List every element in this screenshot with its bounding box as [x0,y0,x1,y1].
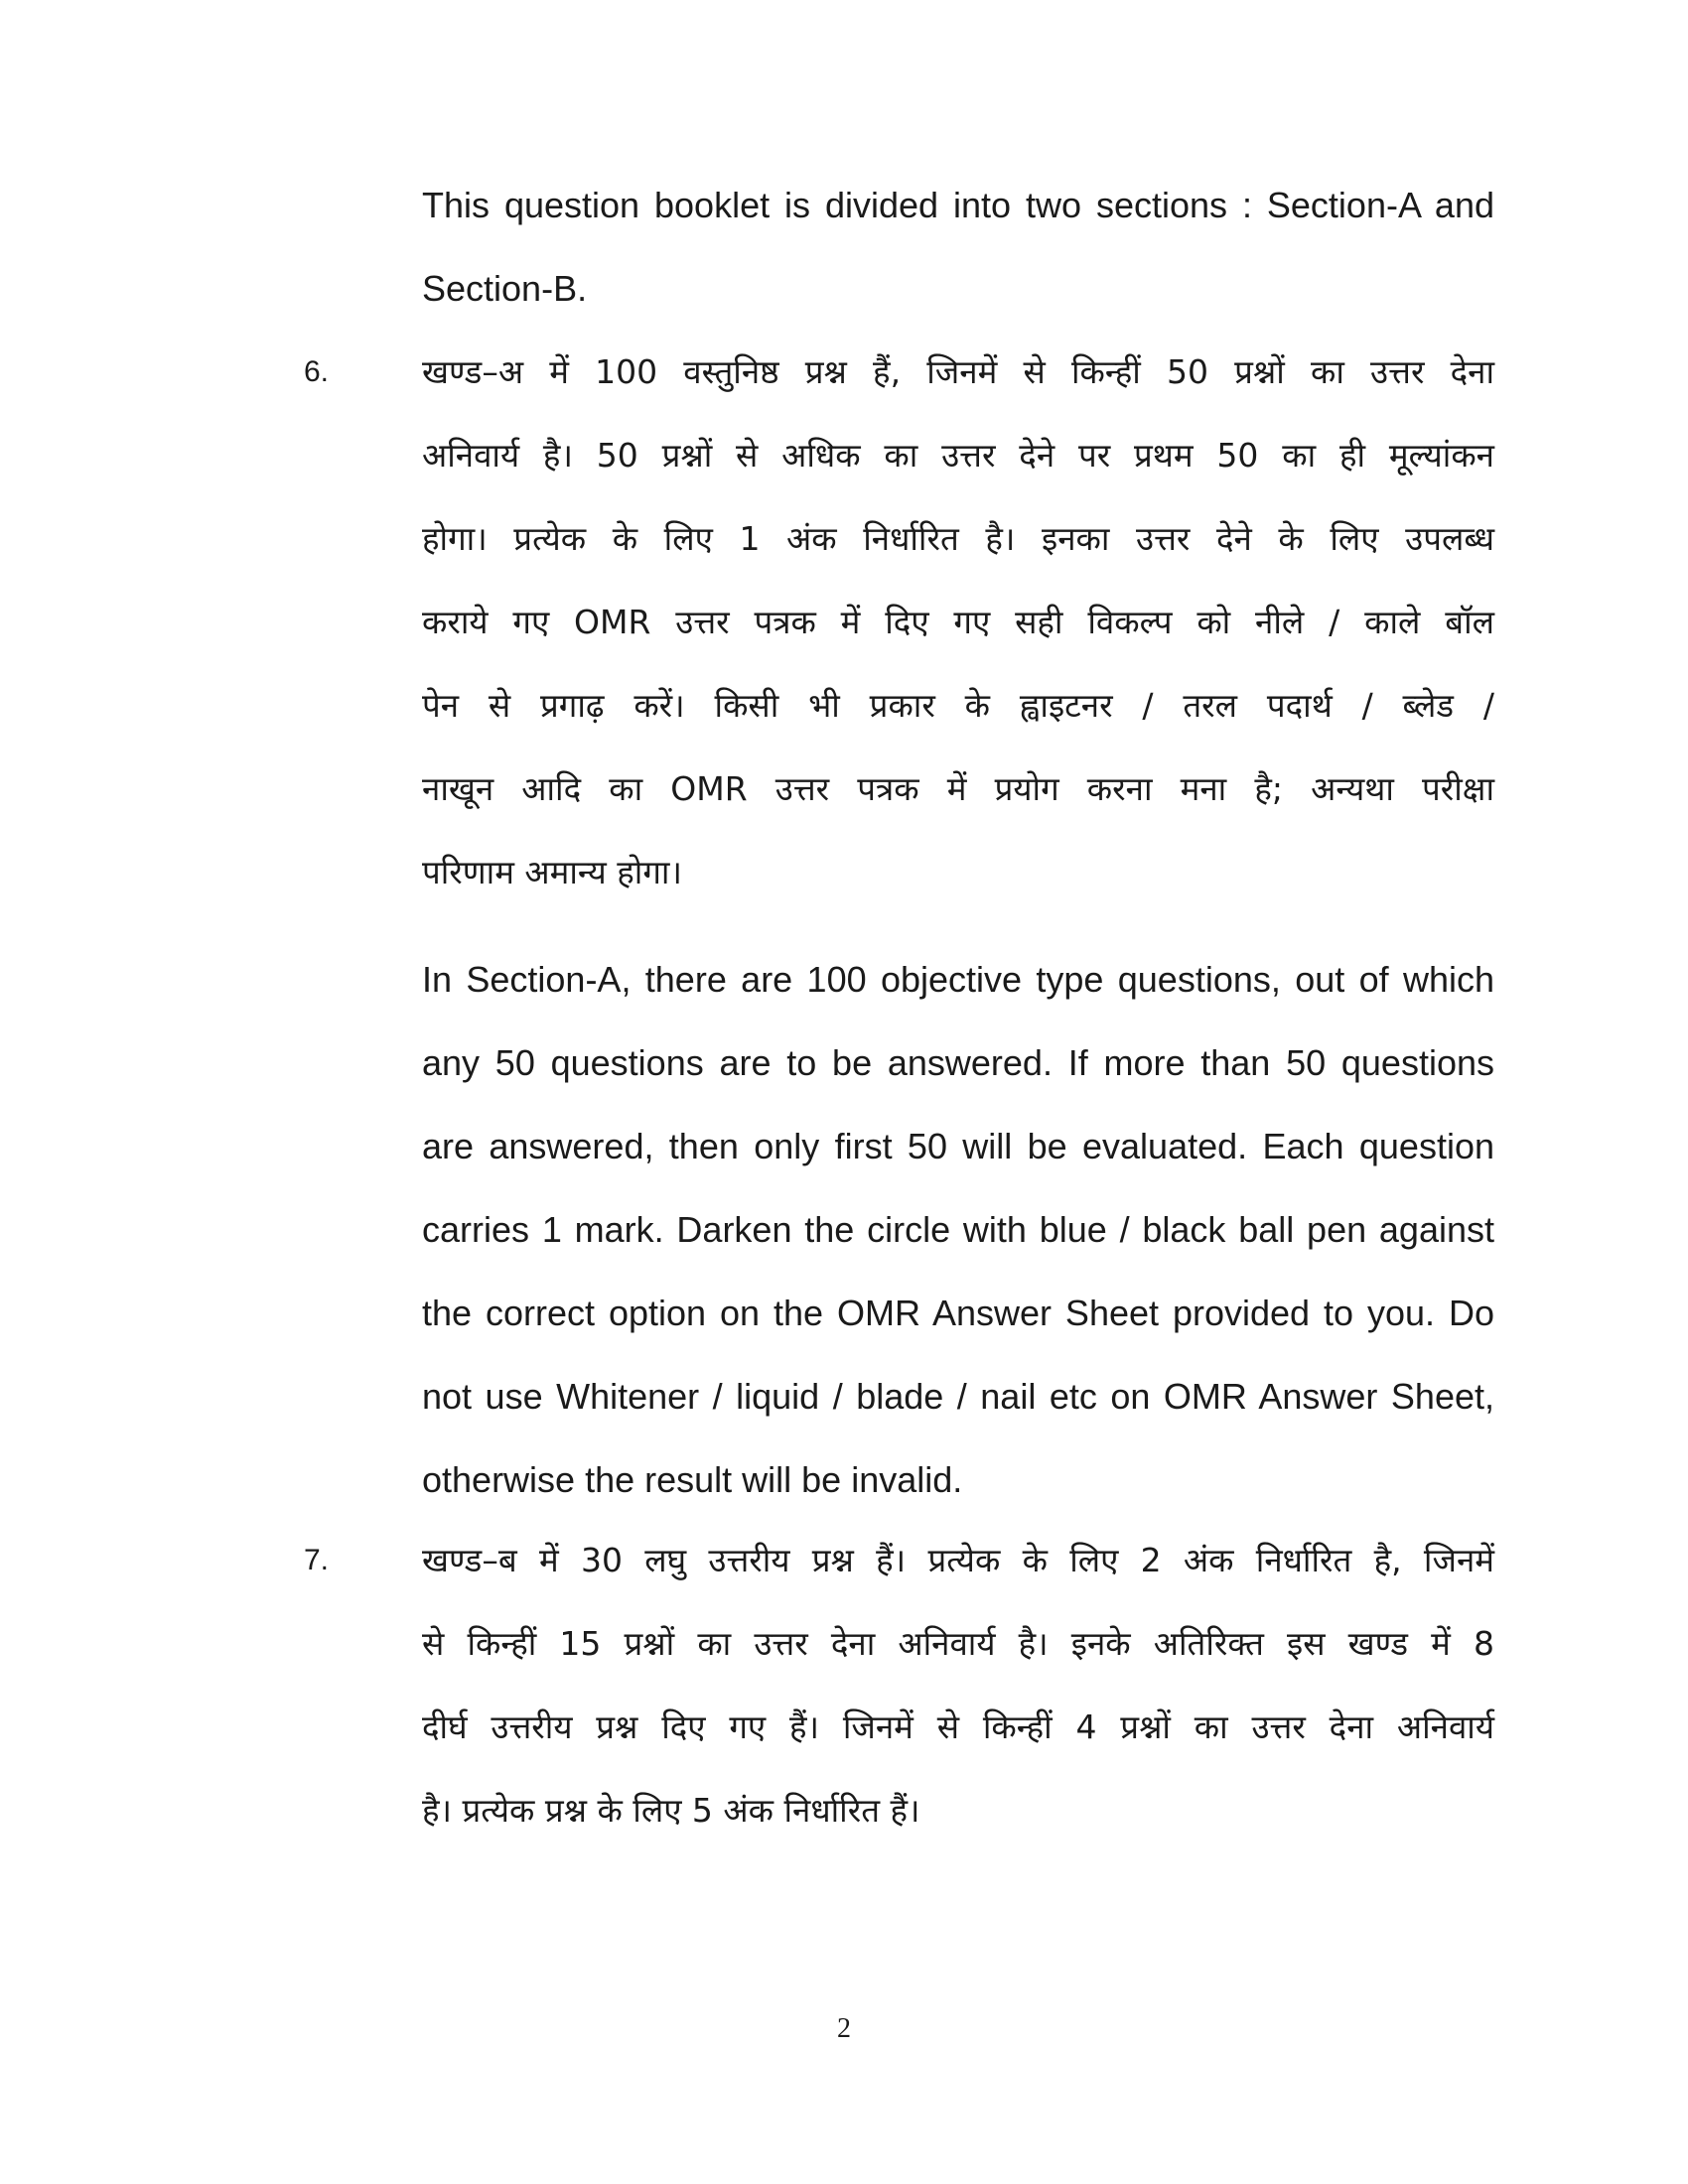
hindi-line: कराये गए OMR उत्तर पत्रक में दिए गए सही विकल्प को नीले / काले बॉल [422,603,1494,641]
intro-line: This question booklet is divided into two sections : Section-A and [422,185,1494,225]
hindi-line: होगा। प्रत्येक के लिए 1 अंक निर्धारित है। इनका उत्तर देने के लिए उपलब्ध [422,519,1494,558]
hindi-line: से किन्हीं 15 प्रश्नों का उत्तर देना अनिवार्य है। इनके अतिरिक्त इस खण्ड में 8 [422,1624,1494,1663]
english-line: In Section-A, there are 100 objective type questions, out of which [422,959,1494,1000]
item-6-english-paragraph [422,938,1494,1522]
hindi-line: खण्ड–ब में 30 लघु उत्तरीय प्रश्न हैं। प्रत्येक के लिए 2 अंक निर्धारित है, जिनमें [422,1541,1494,1579]
english-line: carries 1 mark. Darken the circle with blue / black ball pen against [422,1209,1494,1250]
hindi-line: है। प्रत्येक प्रश्न के लिए 5 अंक निर्धारित हैं। [422,1791,920,1830]
item-number-6: 6. [304,355,330,388]
hindi-line: नाखून आदि का OMR उत्तर पत्रक में प्रयोग करना मना है; अन्यथा परीक्षा [422,769,1494,808]
hindi-line: परिणाम अमान्य होगा। [422,853,682,891]
item-6-hindi-paragraph [422,331,1494,914]
hindi-line: दीर्घ उत्तरीय प्रश्न दिए गए हैं। जिनमें से किन्हीं 4 प्रश्नों का उत्तर देना अनिवार्य [422,1707,1494,1746]
item-7-hindi-paragraph [422,1519,1494,1852]
intro-line: Section-B. [422,268,588,309]
english-line: are answered, then only first 50 will be evaluated. Each question [422,1126,1494,1166]
english-line: otherwise the result will be invalid. [422,1459,963,1500]
hindi-line: खण्ड–अ में 100 वस्तुनिष्ठ प्रश्न हैं, जिनमें से किन्हीं 50 प्रश्नों का उत्तर देना [422,352,1494,391]
intro-paragraph [422,164,1494,331]
english-line: any 50 questions are to be answered. If more than 50 questions [422,1042,1494,1083]
english-line: the correct option on the OMR Answer Sheet provided to you. Do [422,1293,1494,1333]
hindi-line: अनिवार्य है। 50 प्रश्नों से अधिक का उत्तर देने पर प्रथम 50 का ही मूल्यांकन [422,436,1494,475]
page-number: 2 [837,2013,851,2044]
hindi-line: पेन से प्रगाढ़ करें। किसी भी प्रकार के ह्वाइटनर / तरल पदार्थ / ब्लेड / [422,686,1494,725]
english-line: not use Whitener / liquid / blade / nail etc on OMR Answer Sheet, [422,1376,1494,1417]
item-number-7: 7. [304,1544,330,1576]
